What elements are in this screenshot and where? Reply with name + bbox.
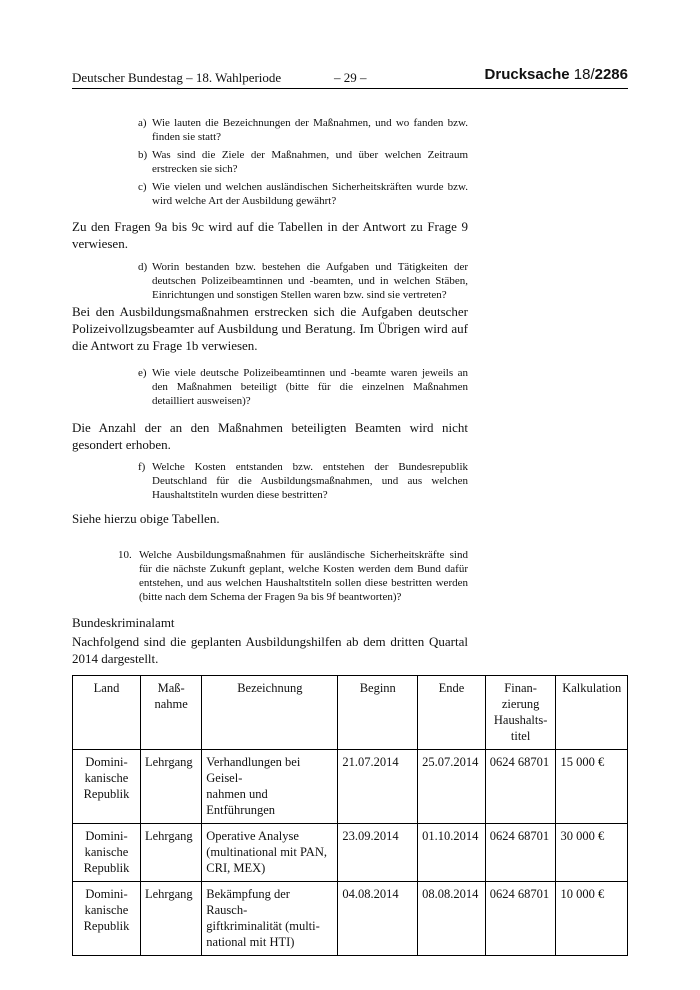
question-a bbox=[138, 116, 468, 144]
question-f bbox=[138, 460, 468, 502]
header-bezeichnung: Bezeichnung bbox=[202, 676, 338, 750]
cell-land: Domini- kanische Republik bbox=[73, 750, 141, 824]
header-massnahme: Maß- nahme bbox=[140, 676, 201, 750]
cell-kalkulation: 15 000 € bbox=[556, 750, 628, 824]
doc-label: Drucksache bbox=[484, 66, 570, 83]
table-header-row bbox=[73, 676, 628, 750]
doc-prefix: 18/ bbox=[573, 66, 595, 83]
question-text: Worin bestanden bzw. bestehen die Aufgaben und Tätigkeiten der deutschen Polizeibeamtinnen und -beamten, und in welchen Stäben, Einrichtungen und sonstigen Stellen waren bzw. sind sie vertreten? bbox=[152, 261, 468, 301]
header-finanzierung: Finan- zierung Haushalts- titel bbox=[485, 676, 556, 750]
question-10 bbox=[118, 548, 468, 604]
cell-finanzierung: 0624 68701 bbox=[485, 824, 556, 882]
cell-bezeichnung: Bekämpfung der Rausch- giftkriminalität (multi- national mit HTI) bbox=[202, 882, 338, 956]
answer-e: Die Anzahl der an den Maßnahmen beteiligten Beamten wird nicht gesondert erhoben. bbox=[72, 420, 468, 452]
cell-beginn: 04.08.2014 bbox=[338, 882, 418, 956]
question-label: a) bbox=[138, 117, 147, 129]
table-intro: Nachfolgend sind die geplanten Ausbildungshilfen ab dem dritten Quartal 2014 dargestellt. bbox=[72, 634, 468, 666]
page-header bbox=[72, 66, 628, 89]
question-text: Wie lauten die Bezeichnungen der Maßnahmen, und wo fanden bzw. finden sie statt? bbox=[152, 117, 468, 143]
header-ende: Ende bbox=[418, 676, 486, 750]
training-plan-table bbox=[72, 675, 628, 956]
answer-abc: Zu den Fragen 9a bis 9c wird auf die Tabellen in der Antwort zu Frage 9 verwiesen. bbox=[72, 219, 468, 251]
question-label: d) bbox=[138, 261, 148, 273]
cell-massnahme: Lehrgang bbox=[140, 882, 201, 956]
cell-ende: 01.10.2014 bbox=[418, 824, 486, 882]
question-b bbox=[138, 148, 468, 176]
cell-bezeichnung: Verhandlungen bei Geisel- nahmen und Entführungen bbox=[202, 750, 338, 824]
question-text: Was sind die Ziele der Maßnahmen, und über welchen Zeitraum erstrecken sie sich? bbox=[152, 149, 468, 175]
cell-massnahme: Lehrgang bbox=[140, 824, 201, 882]
table-row bbox=[73, 750, 628, 824]
table-row bbox=[73, 824, 628, 882]
document-number bbox=[485, 66, 628, 83]
cell-massnahme: Lehrgang bbox=[140, 750, 201, 824]
cell-ende: 08.08.2014 bbox=[418, 882, 486, 956]
doc-number: 2286 bbox=[594, 66, 628, 83]
question-e bbox=[138, 366, 468, 408]
header-publication: Deutscher Bundestag – 18. Wahlperiode bbox=[72, 70, 282, 85]
table-row bbox=[73, 882, 628, 956]
question-text: Wie vielen und welchen ausländischen Sicherheitskräften wurde bzw. wird welche Art der Ausbildung gewährt? bbox=[152, 181, 468, 207]
cell-beginn: 21.07.2014 bbox=[338, 750, 418, 824]
question-text: Welche Ausbildungsmaßnahmen für ausländische Sicherheitskräfte sind für die nächste Zukunft geplant, welche Kosten werden dem Bund dafür entstehen, und aus welchen Haushaltstiteln sollen diese bestritten werden (bitte nach dem Schema der Fragen 9a bis 9f beantworten)? bbox=[139, 549, 468, 603]
question-label: b) bbox=[138, 149, 148, 161]
cell-land: Domini- kanische Republik bbox=[73, 882, 141, 956]
question-label: 10. bbox=[118, 549, 132, 561]
header-kalkulation: Kalkulation bbox=[556, 676, 628, 750]
answer-f: Siehe hierzu obige Tabellen. bbox=[72, 511, 220, 526]
cell-beginn: 23.09.2014 bbox=[338, 824, 418, 882]
cell-bezeichnung: Operative Analyse (multinational mit PAN, CRI, MEX) bbox=[202, 824, 338, 882]
answer-d: Bei den Ausbildungsmaßnahmen erstrecken sich die Aufgaben deutscher Polizeivollzugsbeamter auf Ausbildung und Beratung. Im Übrigen wird auf die Antwort zu Frage 1b verwiesen. bbox=[72, 304, 468, 353]
question-d bbox=[138, 260, 468, 302]
question-label: e) bbox=[138, 367, 147, 379]
cell-finanzierung: 0624 68701 bbox=[485, 750, 556, 824]
question-c bbox=[138, 180, 468, 208]
question-label: c) bbox=[138, 181, 147, 193]
cell-land: Domini- kanische Republik bbox=[73, 824, 141, 882]
cell-kalkulation: 10 000 € bbox=[556, 882, 628, 956]
question-text: Welche Kosten entstanden bzw. entstehen der Bundesrepublik Deutschland für die Ausbildungsmaßnahmen, und aus welchen Haushaltstiteln wurden diese bestritten? bbox=[152, 461, 468, 501]
cell-finanzierung: 0624 68701 bbox=[485, 882, 556, 956]
header-beginn: Beginn bbox=[338, 676, 418, 750]
header-land: Land bbox=[73, 676, 141, 750]
question-text: Wie viele deutsche Polizeibeamtinnen und -beamte waren jeweils an den Maßnahmen beteiligt (bitte für die einzelnen Maßnahmen detailliert ausweisen)? bbox=[152, 367, 468, 407]
cell-kalkulation: 30 000 € bbox=[556, 824, 628, 882]
cell-ende: 25.07.2014 bbox=[418, 750, 486, 824]
page-number: – 29 – bbox=[334, 70, 367, 85]
agency-heading: Bundeskriminalamt bbox=[72, 615, 175, 630]
question-label: f) bbox=[138, 461, 146, 473]
